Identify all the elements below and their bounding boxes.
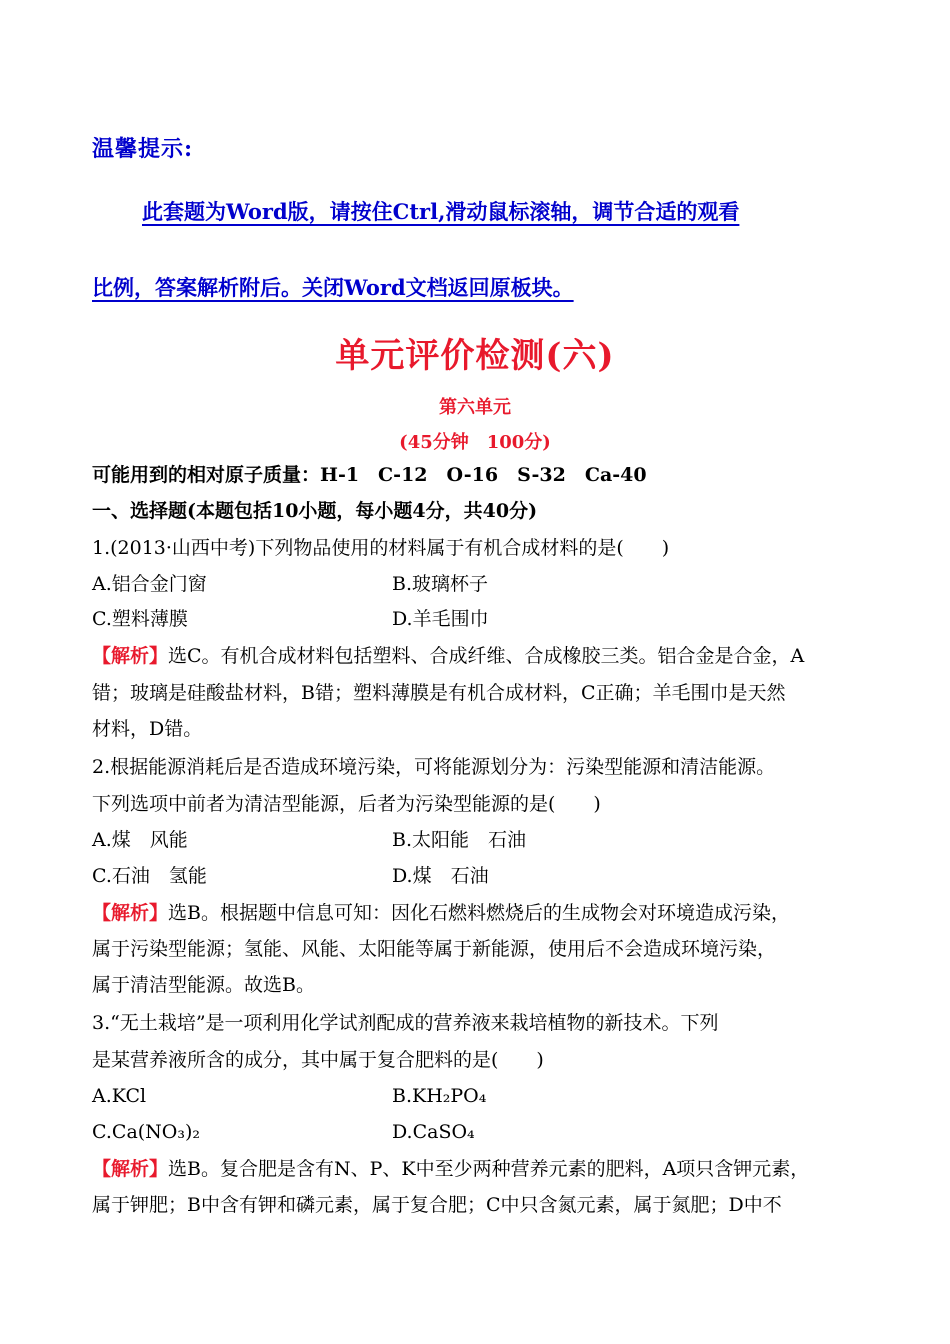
q2-option-b: B.太阳能 石油 (392, 829, 527, 851)
q3-option-b: B.KH₂PO₄ (392, 1085, 487, 1107)
question-3-stem-line-2: 是某营养液所含的成分，其中属于复合肥料的是( ) (92, 1049, 544, 1071)
q2-analysis-line-1 (92, 899, 790, 927)
q2-option-a: A.煤 风能 (92, 829, 188, 851)
tip-title: 温馨提示: (92, 136, 194, 162)
q1-analysis-line-2: 错；玻璃是硅酸盐材料，B错；塑料薄膜是有机合成材料，C正确；羊毛围巾是天然 (92, 682, 786, 704)
q2-analysis-text: 选B。根据题中信息可知：因化石燃料燃烧后的生成物会对环境造成污染， (168, 902, 790, 924)
q2-analysis-line-2: 属于污染型能源；氢能、风能、太阳能等属于新能源，使用后不会造成环境污染， (92, 938, 777, 960)
q1-analysis-text: 选C。有机合成材料包括塑料、合成纤维、合成橡胶三类。铝合金是合金，A (168, 645, 805, 667)
atomic-mass-note: 可能用到的相对原子质量：H-1 C-12 O-16 S-32 Ca-40 (92, 464, 647, 486)
q3-option-d: D.CaSO₄ (392, 1121, 475, 1143)
q2-option-c: C.石油 氢能 (92, 865, 207, 887)
page-title: 单元评价检测(六) (335, 336, 615, 376)
q3-option-a: A.KCl (92, 1085, 147, 1107)
q3-option-c: C.Ca(NO₃)₂ (92, 1121, 201, 1143)
question-3-stem-line-1: 3.“无土栽培”是一项利用化学试剂配成的营养液来栽培植物的新技术。下列 (92, 1012, 719, 1034)
time-score-label: (45分钟 100分) (399, 432, 551, 453)
q1-analysis-line-3: 材料，D错。 (92, 718, 203, 740)
q1-analysis-line-1 (92, 642, 804, 670)
q1-option-d: D.羊毛围巾 (392, 608, 489, 630)
analysis-tag: 【解析】 (92, 1158, 169, 1180)
unit-label: 第六单元 (439, 397, 511, 418)
tip-line-2: 比例，答案解析附后。关闭Word文档返回原板块。 (92, 275, 574, 300)
analysis-tag: 【解析】 (92, 902, 169, 924)
analysis-tag: 【解析】 (92, 645, 169, 667)
q3-analysis-text: 选B。复合肥是含有N、P、K中至少两种营养元素的肥料，A项只含钾元素， (168, 1158, 810, 1180)
q3-analysis-line-2: 属于钾肥；B中含有钾和磷元素，属于复合肥；C中只含氮元素，属于氮肥；D中不 (92, 1194, 782, 1216)
tip-line-1: 此套题为Word版，请按住Ctrl,滑动鼠标滚轴，调节合适的观看 (142, 199, 740, 224)
q2-option-d: D.煤 石油 (392, 865, 489, 887)
q1-option-c: C.塑料薄膜 (92, 608, 188, 630)
q1-option-b: B.玻璃杯子 (392, 573, 489, 595)
question-2-stem-line-2: 下列选项中前者为清洁型能源，后者为污染型能源的是( ) (92, 793, 601, 815)
section-heading: 一、选择题(本题包括10小题，每小题4分，共40分) (92, 500, 538, 522)
q2-analysis-line-3: 属于清洁型能源。故选B。 (92, 974, 315, 996)
q1-option-a: A.铝合金门窗 (92, 573, 207, 595)
question-1-stem: 1.(2013·山西中考)下列物品使用的材料属于有机合成材料的是( ) (92, 537, 670, 559)
q3-analysis-line-1 (92, 1155, 809, 1183)
question-2-stem-line-1: 2.根据能源消耗后是否造成环境污染，可将能源划分为：污染型能源和清洁能源。 (92, 756, 776, 778)
